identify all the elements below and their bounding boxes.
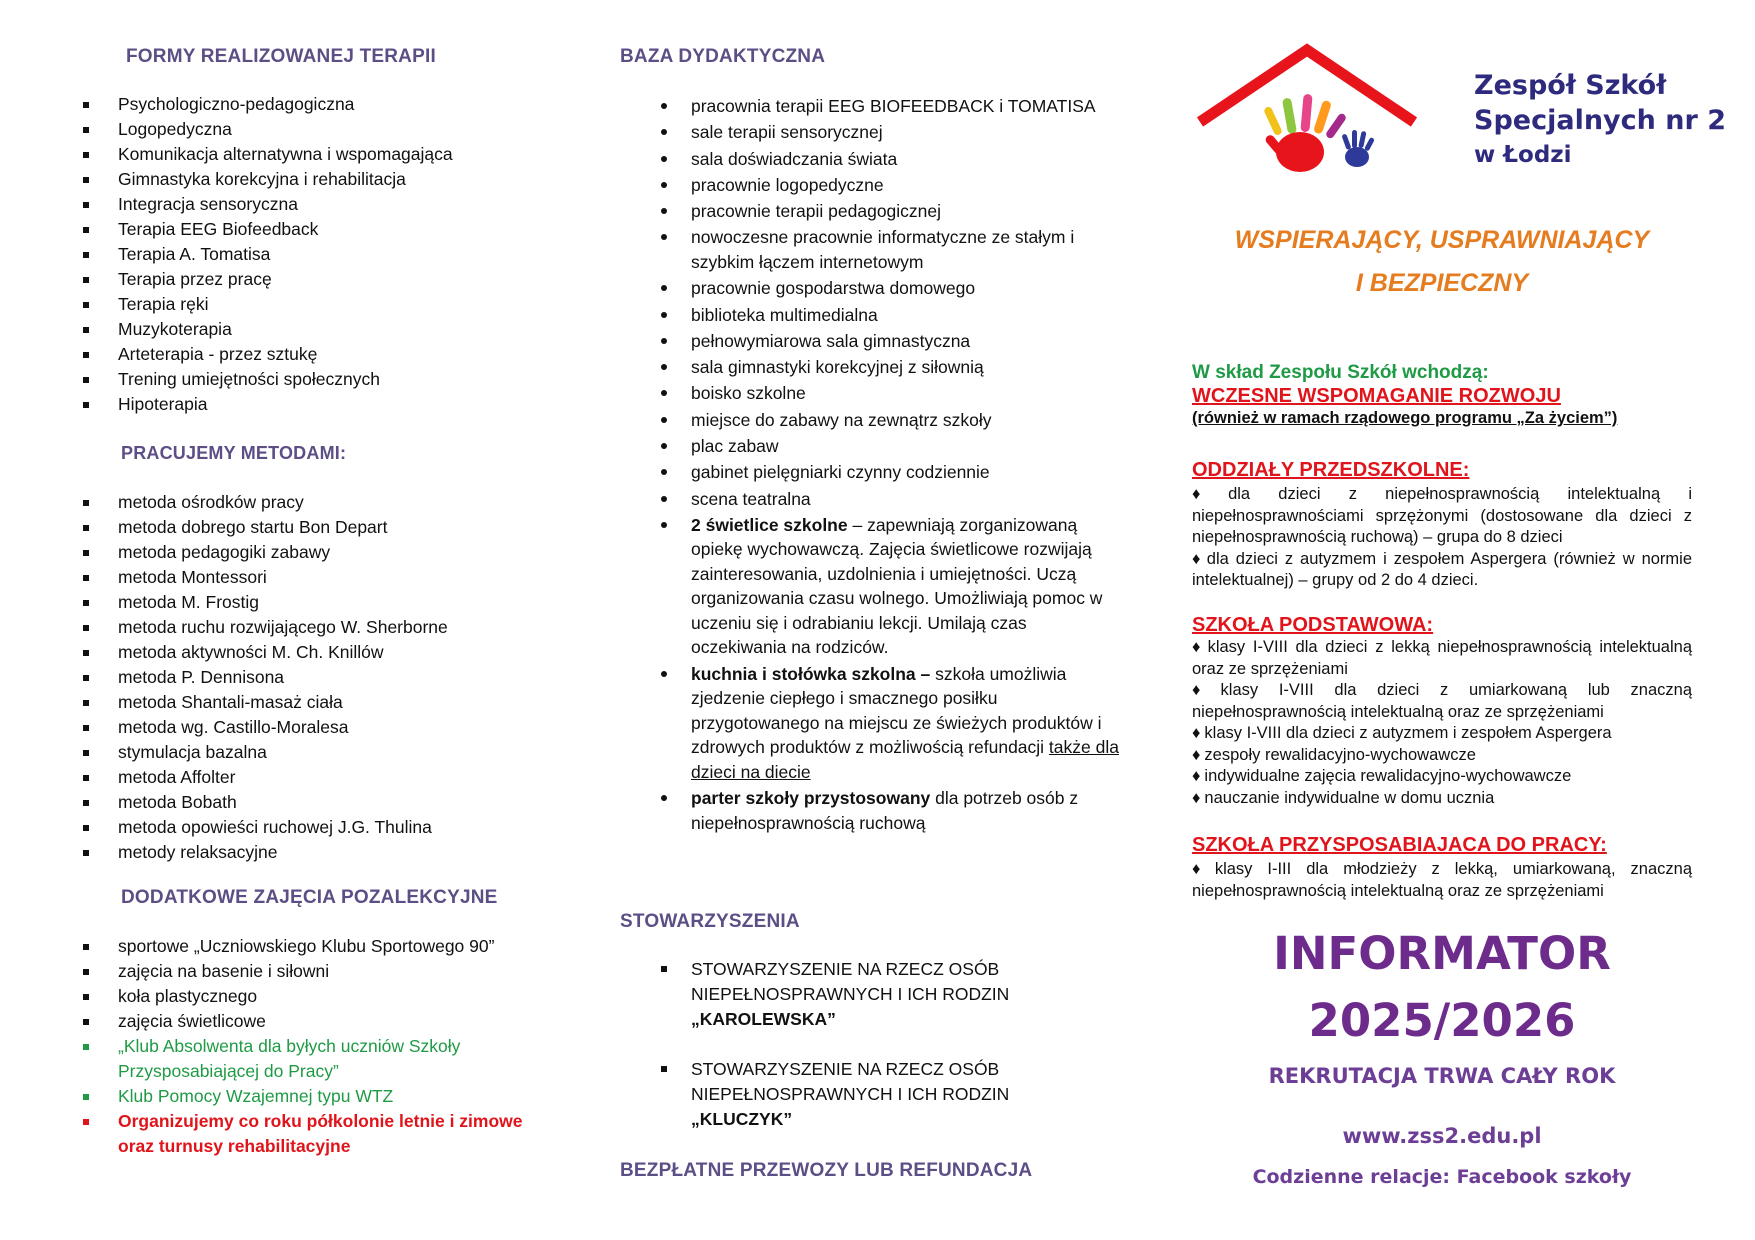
list-item: Terapia A. Tomatisa: [80, 242, 453, 267]
list-item-rich: [620, 662, 1120, 785]
list-item-green: Klub Pomocy Wzajemnej typu WTZ: [80, 1084, 550, 1109]
parter-text: dla potrzeb osób z niepełnosprawnością ruchową: [691, 788, 1079, 833]
formy-list: [80, 92, 453, 417]
wwr-note: (również w ramach rządowego programu „Za życiem”): [1192, 409, 1618, 427]
list-item: zajęcia na basenie i siłowni: [80, 959, 550, 984]
podstawowa-item: ♦ klasy I-VIII dla dzieci z umiarkowaną lub znaczną niepełnosprawnością intelektualną oraz ze sprzężeniami: [1192, 680, 1692, 723]
podstawowa-heading: SZKOŁA PODSTAWOWA:: [1192, 614, 1434, 636]
list-item-rich: [620, 786, 1120, 835]
dodatkowe-list: [80, 934, 550, 1159]
parter-bold: parter szkoły przystosowany: [691, 788, 931, 809]
przedszkole-block: [1192, 458, 1692, 592]
list-item: metoda dobrego startu Bon Depart: [80, 515, 448, 540]
list-item: Psychologiczno-pedagogiczna: [80, 92, 453, 117]
school-name: [1474, 68, 1726, 173]
list-item: Integracja sensoryczna: [80, 192, 453, 217]
podstawowa-item: ♦ klasy I-VIII dla dzieci z lekką niepełnosprawnością intelektualną oraz ze sprzężeniami: [1192, 637, 1692, 680]
podstawowa-block: [1192, 613, 1692, 809]
school-name-line2: Specjalnych nr 2: [1474, 105, 1726, 136]
list-item: metoda Bobath: [80, 790, 448, 815]
list-item: pracownia terapii EEG BIOFEEDBACK i TOMATISA: [620, 94, 1120, 119]
stow1-name: „KAROLEWSKA”: [691, 1009, 836, 1029]
podstawowa-list: [1192, 637, 1692, 809]
slogan-line1: WSPIERAJĄCY, USPRAWNIAJĄCY: [1234, 226, 1650, 254]
stow1-text: STOWARZYSZENIE NA RZECZ OSÓB NIEPEŁNOSPRAWNYCH I ICH RODZIN: [691, 959, 1010, 1004]
slogan: [1192, 219, 1692, 305]
list-item: metody relaksacyjne: [80, 840, 448, 865]
przedszkole-item: ♦ dla dzieci z niepełnosprawnością intelektualną i niepełnosprawnościami sprzężonymi (dostosowane dla dzieci z niepełnosprawnością ruchową) – grupa do 8 dzieci: [1192, 484, 1692, 549]
list-item: metoda Affolter: [80, 765, 448, 790]
praca-block: [1192, 833, 1692, 902]
website-link[interactable]: www.zss2.edu.pl: [1342, 1124, 1542, 1148]
list-item: pracownie terapii pedagogicznej: [620, 199, 1120, 224]
stow2-name: „KLUCZYK”: [691, 1109, 793, 1129]
list-item-rich: [620, 513, 1120, 660]
facebook-text: Codzienne relacje: Facebook szkoły: [1252, 1166, 1632, 1188]
praca-heading: SZKOŁA PRZYSPOSABIAJACA DO PRACY:: [1192, 834, 1607, 856]
wwr-heading: WCZESNE WSPOMAGANIE ROZWOJU: [1192, 385, 1561, 407]
list-item: Logopedyczna: [80, 117, 453, 142]
list-item: metoda Montessori: [80, 565, 448, 590]
swietlice-bold: 2 świetlice szkolne: [691, 514, 848, 535]
list-item-green: „Klub Absolwenta dla byłych uczniów Szkoły Przysposabiającej do Pracy”: [80, 1034, 550, 1084]
baza-list: [620, 94, 1120, 837]
rekrutacja-text: REKRUTACJA TRWA CAŁY ROK: [1268, 1064, 1616, 1088]
list-item: Arteterapia - przez sztukę: [80, 342, 453, 367]
baza-title: BAZA DYDAKTYCZNA: [620, 46, 826, 67]
list-item: Gimnastyka korekcyjna i rehabilitacja: [80, 167, 453, 192]
stowarzyszenia-list: [620, 957, 1080, 1157]
list-item: Muzykoterapia: [80, 317, 453, 342]
metody-title: PRACUJEMY METODAMI:: [121, 443, 347, 463]
list-item: metoda M. Frostig: [80, 590, 448, 615]
list-item: Hipoterapia: [80, 392, 453, 417]
list-item: pracownie gospodarstwa domowego: [620, 276, 1120, 301]
informator-title: INFORMATOR: [1273, 927, 1611, 980]
podstawowa-item: ♦ zespoły rewalidacyjno-wychowawcze: [1192, 745, 1692, 767]
school-logo: [1192, 42, 1422, 172]
list-item: pełnowymiarowa sala gimnastyczna: [620, 329, 1120, 354]
metody-list: [80, 490, 448, 865]
list-item: metoda pedagogiki zabawy: [80, 540, 448, 565]
list-item: miejsce do zabawy na zewnątrz szkoły: [620, 408, 1120, 433]
przedszkole-item: ♦ dla dzieci z autyzmem i zespołem Aspergera (również w normie intelektualnej) – grupy od 2 do 4 dzieci.: [1192, 549, 1692, 592]
list-item: nowoczesne pracownie informatyczne ze stałym i szybkim łączem internetowym: [620, 225, 1120, 274]
list-item: metoda aktywności M. Ch. Knillów: [80, 640, 448, 665]
kuchnia-underline: także dla dzieci na diecie: [691, 737, 1119, 782]
list-item: Terapia przez pracę: [80, 267, 453, 292]
list-item: sportowe „Uczniowskiego Klubu Sportowego 90”: [80, 934, 550, 959]
sklad-block: [1192, 362, 1692, 430]
list-item: Komunikacja alternatywna i wspomagająca: [80, 142, 453, 167]
list-item: metoda opowieści ruchowej J.G. Thulina: [80, 815, 448, 840]
kuchnia-bold: kuchnia i stołówka szkolna –: [691, 663, 931, 684]
slogan-line2: I BEZPIECZNY: [1355, 269, 1529, 297]
list-item: gabinet pielęgniarki czynny codziennie: [620, 460, 1120, 485]
list-item: stymulacja bazalna: [80, 740, 448, 765]
stow2-text: STOWARZYSZENIE NA RZECZ OSÓB NIEPEŁNOSPRAWNYCH I ICH RODZIN: [691, 1059, 1010, 1104]
list-item: metoda ruchu rozwijającego W. Sherborne: [80, 615, 448, 640]
list-item: metoda Shantali-masaż ciała: [80, 690, 448, 715]
list-item: biblioteka multimedialna: [620, 303, 1120, 328]
list-item: sale terapii sensorycznej: [620, 120, 1120, 145]
dodatkowe-title: DODATKOWE ZAJĘCIA POZALEKCYJNE: [121, 887, 498, 908]
podstawowa-item: ♦ nauczanie indywidualne w domu ucznia: [1192, 788, 1692, 810]
przewozy-title: BEZPŁATNE PRZEWOZY LUB REFUNDACJA: [620, 1160, 1033, 1181]
list-item: sala gimnastyki korekcyjnej z siłownią: [620, 355, 1120, 380]
school-name-line3: w Łodzi: [1474, 142, 1572, 168]
swietlice-text: – zapewniają zorganizowaną opiekę wychowawczą. Zajęcia świetlicowe rozwijają zainteresowania, uzdolnienia i umiejętności. Uczą organizowania czasu wolnego. Umożliwiają pomoc w uczeniu się i odrabianiu lekcji. Umilają czas oczekiwania na rodziców.: [691, 514, 1103, 658]
informator-year: 2025/2026: [1308, 994, 1576, 1047]
list-item: zajęcia świetlicowe: [80, 1009, 550, 1034]
list-item: Terapia ręki: [80, 292, 453, 317]
przedszkole-heading: ODDZIAŁY PRZEDSZKOLNE:: [1192, 459, 1470, 481]
list-item: Terapia EEG Biofeedback: [80, 217, 453, 242]
stowarzyszenie-kluczyk: [620, 1057, 1080, 1132]
kuchnia-text: szkoła umożliwia zjedzenie ciepłego i smacznego posiłku przygotowanego na miejscu ze świeżych produktów i zdrowych produktów z możliwością refundacji: [691, 663, 1102, 758]
list-item: pracownie logopedyczne: [620, 173, 1120, 198]
podstawowa-item: ♦ indywidualne zajęcia rewalidacyjno-wychowawcze: [1192, 766, 1692, 788]
praca-item: ♦ klasy I-III dla młodzieży z lekką, umiarkowaną, znaczną niepełnosprawnością intelektualną oraz ze sprzężeniami: [1192, 859, 1692, 902]
list-item: sala doświadczania świata: [620, 147, 1120, 172]
school-name-line1: Zespół Szkół: [1474, 70, 1667, 101]
stowarzyszenie-karolewska: [620, 957, 1080, 1032]
list-item: Trening umiejętności społecznych: [80, 367, 453, 392]
list-item: metoda ośrodków pracy: [80, 490, 448, 515]
list-item: boisko szkolne: [620, 381, 1120, 406]
stowarzyszenia-title: STOWARZYSZENIA: [620, 911, 800, 932]
list-item: metoda wg. Castillo-Moralesa: [80, 715, 448, 740]
list-item: metoda P. Dennisona: [80, 665, 448, 690]
sklad-heading: W skład Zespołu Szkół wchodzą:: [1192, 362, 1489, 383]
list-item: plac zabaw: [620, 434, 1120, 459]
list-item: scena teatralna: [620, 487, 1120, 512]
podstawowa-item: ♦ klasy I-VIII dla dzieci z autyzmem i zespołem Aspergera: [1192, 723, 1692, 745]
formy-title: FORMY REALIZOWANEJ TERAPII: [126, 46, 436, 67]
list-item-red: Organizujemy co roku półkolonie letnie i zimowe oraz turnusy rehabilitacyjne: [80, 1109, 550, 1159]
list-item: koła plastycznego: [80, 984, 550, 1009]
